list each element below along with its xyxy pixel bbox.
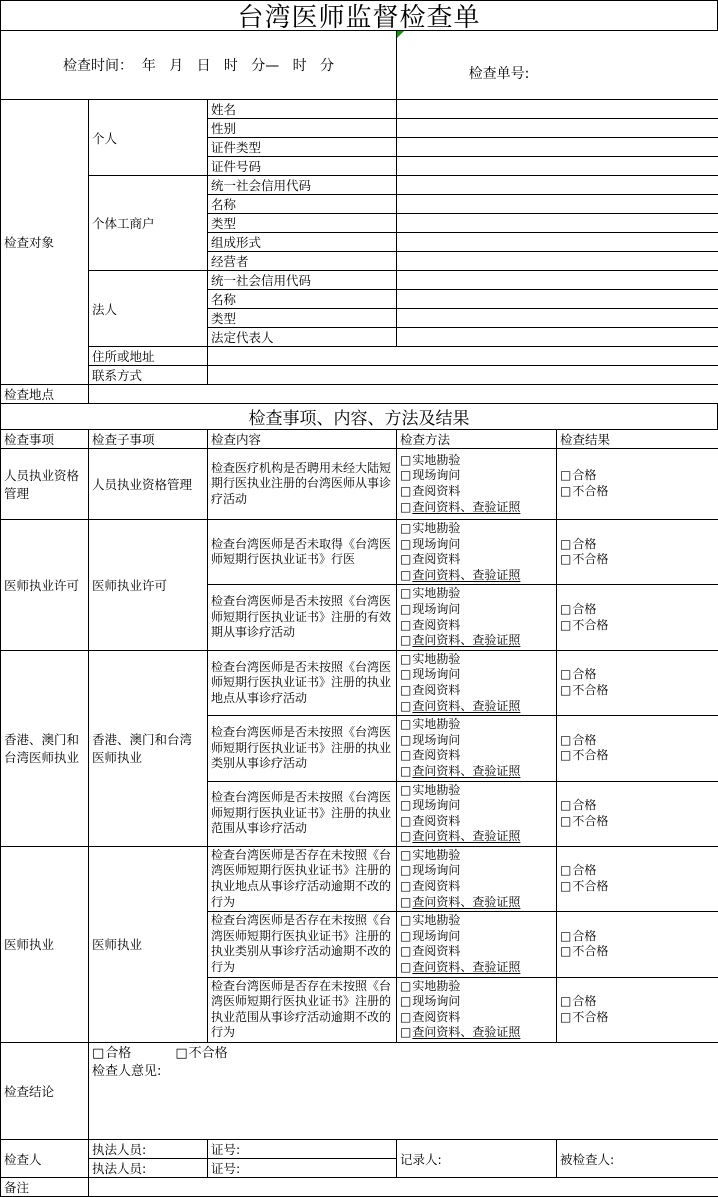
checkbox-icon[interactable]: □ xyxy=(400,468,411,482)
field-label-contact: 联系方式 xyxy=(89,366,208,385)
result-option[interactable] xyxy=(560,1010,715,1026)
field-label: 类型 xyxy=(208,309,397,328)
checkbox-icon[interactable]: □ xyxy=(400,913,411,927)
section-title: 检查事项、内容、方法及结果 xyxy=(0,403,718,430)
method-option[interactable] xyxy=(400,848,553,864)
checkbox-icon[interactable]: □ xyxy=(400,960,411,974)
group-label-sole-proprietor: 个体工商户 xyxy=(89,176,208,271)
result-option[interactable] xyxy=(560,994,715,1010)
checkbox-icon[interactable]: □ xyxy=(560,994,571,1008)
subitem-label: 医师执业许可 xyxy=(89,520,208,651)
option-label: 实地勘验 xyxy=(412,717,460,731)
option-label: 实地勘验 xyxy=(412,521,460,535)
result-option[interactable] xyxy=(560,667,715,683)
checkbox-icon[interactable]: □ xyxy=(560,468,571,482)
option-label: 查问资料、查验证照 xyxy=(412,764,520,778)
checkbox-icon[interactable]: □ xyxy=(92,1046,104,1061)
result-option[interactable] xyxy=(560,863,715,879)
method-option[interactable] xyxy=(400,602,553,618)
inspector-opinion-label: 检查人意见: xyxy=(92,1063,715,1081)
field-value-input[interactable] xyxy=(397,138,718,157)
option-label: 查问资料、查验证照 xyxy=(412,895,520,909)
subitem-label: 香港、澳门和台湾医师执业 xyxy=(89,650,208,846)
checkbox-icon[interactable]: □ xyxy=(400,633,411,647)
inspectors-label: 检查人 xyxy=(1,1140,89,1178)
option-label: 不合格 xyxy=(572,552,608,566)
option-label: 现场询问 xyxy=(412,929,460,943)
field-value-input[interactable] xyxy=(397,271,718,290)
result-checklist xyxy=(557,781,718,846)
result-option[interactable] xyxy=(560,733,715,749)
method-checklist xyxy=(397,912,557,977)
field-label-address: 住所或地址 xyxy=(89,347,208,366)
checkbox-icon[interactable]: □ xyxy=(560,798,571,812)
checkbox-icon[interactable]: □ xyxy=(560,537,571,551)
method-option[interactable] xyxy=(400,733,553,749)
item-label: 香港、澳门和台湾医师执业 xyxy=(1,650,89,846)
group-label-legal-person: 法人 xyxy=(89,271,208,347)
checkbox-icon[interactable]: □ xyxy=(400,521,411,535)
checkbox-icon[interactable]: □ xyxy=(400,1010,411,1024)
method-option[interactable] xyxy=(400,929,553,945)
option-label: 不合格 xyxy=(572,879,608,893)
field-label: 姓名 xyxy=(208,100,397,119)
option-label: 现场询问 xyxy=(412,537,460,551)
method-option[interactable] xyxy=(400,1025,553,1041)
option-label: 合格 xyxy=(572,863,596,877)
inspected-person-field[interactable]: 被检查人: xyxy=(557,1140,718,1178)
field-value-input[interactable] xyxy=(397,328,718,347)
inspection-content: 检查台湾医师是否未按照《台湾医师短期行医执业证书》注册的执业类别从事诊疗活动 xyxy=(208,716,397,781)
checkbox-icon[interactable]: □ xyxy=(560,484,571,498)
option-label: 现场询问 xyxy=(412,667,460,681)
checkbox-icon[interactable]: □ xyxy=(560,944,571,958)
method-option[interactable] xyxy=(400,667,553,683)
inspection-row xyxy=(1,520,718,585)
field-label: 法定代表人 xyxy=(208,328,397,347)
inspection-content: 检查台湾医师是否存在未按照《台湾医师短期行医执业证书》注册的执业地点从事诊疗活动逾期不改的行为 xyxy=(208,846,397,911)
result-option[interactable] xyxy=(560,798,715,814)
field-value-input[interactable] xyxy=(397,252,718,271)
inspection-content: 检查台湾医师是否未按照《台湾医师短期行医执业证书》注册的有效期从事诊疗活动 xyxy=(208,585,397,650)
field-value-input[interactable] xyxy=(397,100,718,119)
inspection-content: 检查台湾医师是否未取得《台湾医师短期行医执业证书》行医 xyxy=(208,520,397,585)
method-option[interactable] xyxy=(400,764,553,780)
field-value-input[interactable] xyxy=(397,176,718,195)
checkbox-icon[interactable]: □ xyxy=(560,667,571,681)
option-label: 查问资料、查验证照 xyxy=(412,829,520,843)
result-checklist xyxy=(557,846,718,911)
checkbox-icon[interactable]: □ xyxy=(400,814,411,828)
result-checklist xyxy=(557,912,718,977)
method-option[interactable] xyxy=(400,453,553,469)
field-label: 类型 xyxy=(208,214,397,233)
field-label: 经营者 xyxy=(208,252,397,271)
inspection-content: 检查台湾医师是否存在未按照《台湾医师短期行医执业证书》注册的执业范围从事诊疗活动逾期不改的行为 xyxy=(208,977,397,1042)
option-label: 现场询问 xyxy=(412,733,460,747)
cell-flag-icon xyxy=(397,31,404,38)
col-header-method: 检查方法 xyxy=(397,430,557,449)
option-label: 查问资料、查验证照 xyxy=(412,960,520,974)
field-label: 统一社会信用代码 xyxy=(208,271,397,290)
option-label: 不合格 xyxy=(189,1046,228,1061)
method-option[interactable] xyxy=(400,484,553,500)
result-checklist xyxy=(557,520,718,585)
col-header-result: 检查结果 xyxy=(557,430,718,449)
option-label: 合格 xyxy=(572,798,596,812)
method-option[interactable] xyxy=(400,913,553,929)
checkbox-icon[interactable]: □ xyxy=(400,683,411,697)
option-label: 实地勘验 xyxy=(412,586,460,600)
conclusion-body[interactable] xyxy=(89,1043,718,1140)
method-option[interactable] xyxy=(400,798,553,814)
subitem-label: 医师执业 xyxy=(89,846,208,1042)
inspection-content: 检查台湾医师是否未按照《台湾医师短期行医执业证书》注册的执业范围从事诊疗活动 xyxy=(208,781,397,846)
option-label: 查阅资料 xyxy=(412,944,460,958)
option-label: 实地勘验 xyxy=(412,848,460,862)
checkbox-icon[interactable]: □ xyxy=(560,814,571,828)
field-value-input[interactable] xyxy=(397,214,718,233)
method-checklist xyxy=(397,781,557,846)
result-option[interactable] xyxy=(560,484,715,500)
method-checklist xyxy=(397,449,557,520)
method-option[interactable] xyxy=(400,994,553,1010)
result-checklist xyxy=(557,977,718,1042)
result-option[interactable] xyxy=(560,879,715,895)
option-label: 查问资料、查验证照 xyxy=(412,633,520,647)
field-label: 统一社会信用代码 xyxy=(208,176,397,195)
checkbox-icon[interactable]: □ xyxy=(400,733,411,747)
method-option[interactable] xyxy=(400,568,553,584)
option-label: 合格 xyxy=(105,1046,131,1061)
checkbox-icon[interactable]: □ xyxy=(400,944,411,958)
method-option[interactable] xyxy=(400,1010,553,1026)
checkbox-icon[interactable]: □ xyxy=(560,748,571,762)
field-value-input[interactable] xyxy=(397,290,718,309)
checkbox-icon[interactable]: □ xyxy=(400,829,411,843)
result-checklist xyxy=(557,650,718,715)
method-option[interactable] xyxy=(400,979,553,995)
method-option[interactable] xyxy=(400,618,553,634)
form-number-label: 检查单号: xyxy=(469,66,530,82)
checkbox-icon[interactable]: □ xyxy=(560,602,571,616)
field-value-input[interactable] xyxy=(397,119,718,138)
method-option[interactable] xyxy=(400,783,553,799)
field-label: 性别 xyxy=(208,119,397,138)
checkbox-icon[interactable]: □ xyxy=(400,717,411,731)
option-label: 查问资料、查验证照 xyxy=(412,568,520,582)
inspection-content: 检查台湾医师是否存在未按照《台湾医师短期行医执业证书》注册的执业类别从事诊疗活动逾期不改的行为 xyxy=(208,912,397,977)
option-label: 现场询问 xyxy=(412,798,460,812)
option-label: 合格 xyxy=(572,929,596,943)
checkbox-icon[interactable]: □ xyxy=(400,552,411,566)
method-checklist xyxy=(397,977,557,1042)
option-label: 合格 xyxy=(572,602,596,616)
field-value-input[interactable] xyxy=(397,309,718,328)
field-value-input[interactable] xyxy=(397,157,718,176)
method-option[interactable] xyxy=(400,829,553,845)
subitem-label: 人员执业资格管理 xyxy=(89,449,208,520)
option-label: 不合格 xyxy=(572,618,608,632)
checkbox-icon[interactable]: □ xyxy=(400,537,411,551)
method-option[interactable] xyxy=(400,537,553,553)
result-option[interactable] xyxy=(560,602,715,618)
option-label: 合格 xyxy=(572,537,596,551)
option-label: 实地勘验 xyxy=(412,453,460,467)
cert-number-field[interactable]: 证号: xyxy=(208,1140,397,1159)
option-label: 查阅资料 xyxy=(412,552,460,566)
inspection-content: 检查台湾医师是否未按照《台湾医师短期行医执业证书》注册的执业地点从事诊疗活动 xyxy=(208,650,397,715)
option-label: 现场询问 xyxy=(412,863,460,877)
checkbox-icon[interactable]: □ xyxy=(400,783,411,797)
conclusion-option[interactable] xyxy=(175,1045,227,1063)
method-option[interactable] xyxy=(400,960,553,976)
conclusion-checklist xyxy=(92,1045,715,1063)
option-label: 查阅资料 xyxy=(412,814,460,828)
checkbox-icon[interactable]: □ xyxy=(400,602,411,616)
option-label: 不合格 xyxy=(572,683,608,697)
checkbox-icon[interactable]: □ xyxy=(400,586,411,600)
option-label: 查问资料、查验证照 xyxy=(412,500,520,514)
field-label: 证件类型 xyxy=(208,138,397,157)
option-label: 查阅资料 xyxy=(412,1010,460,1024)
checkbox-icon[interactable]: □ xyxy=(400,895,411,909)
method-option[interactable] xyxy=(400,586,553,602)
result-checklist xyxy=(557,449,718,520)
option-label: 合格 xyxy=(572,468,596,482)
method-option[interactable] xyxy=(400,652,553,668)
result-option[interactable] xyxy=(560,944,715,960)
remarks-section xyxy=(0,1177,718,1197)
checkbox-icon[interactable]: □ xyxy=(400,568,411,582)
option-label: 不合格 xyxy=(572,814,608,828)
method-checklist xyxy=(397,846,557,911)
checkbox-icon[interactable]: □ xyxy=(400,1025,411,1039)
option-label: 现场询问 xyxy=(412,468,460,482)
subject-table xyxy=(0,99,718,404)
checkbox-icon[interactable]: □ xyxy=(400,453,411,467)
checkbox-icon[interactable]: □ xyxy=(560,929,571,943)
option-label: 查问资料、查验证照 xyxy=(412,1025,520,1039)
remarks-label: 备注 xyxy=(1,1178,89,1197)
checkbox-icon[interactable]: □ xyxy=(400,979,411,993)
subject-label: 检查对象 xyxy=(1,100,89,385)
checkbox-icon[interactable]: □ xyxy=(400,484,411,498)
result-option[interactable] xyxy=(560,748,715,764)
method-option[interactable] xyxy=(400,500,553,516)
method-option[interactable] xyxy=(400,863,553,879)
inspectors-section xyxy=(0,1139,718,1178)
option-label: 查阅资料 xyxy=(412,618,460,632)
checkbox-icon[interactable]: □ xyxy=(400,618,411,632)
group-label-individual: 个人 xyxy=(89,100,208,176)
result-option[interactable] xyxy=(560,537,715,553)
item-label: 人员执业资格管理 xyxy=(1,449,89,520)
result-option[interactable] xyxy=(560,683,715,699)
inspection-row xyxy=(1,650,718,715)
option-label: 不合格 xyxy=(572,484,608,498)
location-label: 检查地点 xyxy=(1,385,89,404)
col-header-content: 检查内容 xyxy=(208,430,397,449)
checkbox-icon[interactable]: □ xyxy=(400,667,411,681)
checkbox-icon[interactable]: □ xyxy=(400,994,411,1008)
officer-field[interactable]: 执法人员: xyxy=(89,1159,208,1178)
checkbox-icon[interactable]: □ xyxy=(400,652,411,666)
col-header-subitem: 检查子事项 xyxy=(89,430,208,449)
inspection-table xyxy=(0,429,718,1043)
option-label: 实地勘验 xyxy=(412,913,460,927)
item-label: 医师执业 xyxy=(1,846,89,1042)
location-value-input[interactable] xyxy=(89,385,718,404)
conclusion-option[interactable] xyxy=(92,1045,131,1063)
option-label: 不合格 xyxy=(572,1010,608,1024)
checkbox-icon[interactable]: □ xyxy=(560,863,571,877)
result-option[interactable] xyxy=(560,468,715,484)
checkbox-icon[interactable]: □ xyxy=(400,848,411,862)
method-option[interactable] xyxy=(400,879,553,895)
recorder-field[interactable]: 记录人: xyxy=(397,1140,557,1178)
result-option[interactable] xyxy=(560,929,715,945)
checkbox-icon[interactable]: □ xyxy=(400,863,411,877)
inspection-row xyxy=(1,449,718,520)
option-label: 查阅资料 xyxy=(412,683,460,697)
checkbox-icon[interactable]: □ xyxy=(400,500,411,514)
address-value-input[interactable] xyxy=(208,347,718,366)
method-option[interactable] xyxy=(400,944,553,960)
checkbox-icon[interactable]: □ xyxy=(400,764,411,778)
time-row xyxy=(0,30,718,100)
option-label: 实地勘验 xyxy=(412,979,460,993)
checkbox-icon[interactable]: □ xyxy=(560,879,571,893)
option-label: 查阅资料 xyxy=(412,484,460,498)
method-checklist xyxy=(397,716,557,781)
option-label: 合格 xyxy=(572,733,596,747)
method-option[interactable] xyxy=(400,552,553,568)
option-label: 不合格 xyxy=(572,944,608,958)
option-label: 现场询问 xyxy=(412,602,460,616)
option-label: 合格 xyxy=(572,667,596,681)
result-checklist xyxy=(557,585,718,650)
form-number-field[interactable] xyxy=(397,31,718,100)
method-option[interactable] xyxy=(400,521,553,537)
field-value-input[interactable] xyxy=(397,195,718,214)
conclusion-section xyxy=(0,1042,718,1140)
option-label: 查问资料、查验证照 xyxy=(412,699,520,713)
option-label: 查阅资料 xyxy=(412,748,460,762)
checkbox-icon[interactable]: □ xyxy=(400,879,411,893)
checkbox-icon[interactable]: □ xyxy=(400,699,411,713)
field-value-input[interactable] xyxy=(397,233,718,252)
method-option[interactable] xyxy=(400,895,553,911)
checkbox-icon[interactable]: □ xyxy=(400,929,411,943)
inspection-row xyxy=(1,846,718,911)
method-option[interactable] xyxy=(400,633,553,649)
method-checklist xyxy=(397,520,557,585)
contact-value-input[interactable] xyxy=(208,366,718,385)
method-option[interactable] xyxy=(400,699,553,715)
method-option[interactable] xyxy=(400,748,553,764)
field-label: 名称 xyxy=(208,195,397,214)
result-option[interactable] xyxy=(560,814,715,830)
method-checklist xyxy=(397,585,557,650)
checkbox-icon[interactable]: □ xyxy=(560,1010,571,1024)
officer-field[interactable]: 执法人员: xyxy=(89,1140,208,1159)
checkbox-icon[interactable]: □ xyxy=(560,733,571,747)
checkbox-icon[interactable]: □ xyxy=(560,683,571,697)
result-checklist xyxy=(557,716,718,781)
method-option[interactable] xyxy=(400,717,553,733)
option-label: 合格 xyxy=(572,994,596,1008)
item-label: 医师执业许可 xyxy=(1,520,89,651)
field-label: 名称 xyxy=(208,290,397,309)
field-label: 证件号码 xyxy=(208,157,397,176)
field-label: 组成形式 xyxy=(208,233,397,252)
option-label: 实地勘验 xyxy=(412,652,460,666)
method-option[interactable] xyxy=(400,468,553,484)
method-option[interactable] xyxy=(400,814,553,830)
result-option[interactable] xyxy=(560,552,715,568)
method-checklist xyxy=(397,650,557,715)
inspection-time-field[interactable]: 检查时间： 年 月 日 时 分— 时 分 xyxy=(1,31,397,100)
option-label: 查阅资料 xyxy=(412,879,460,893)
method-option[interactable] xyxy=(400,683,553,699)
checkbox-icon[interactable]: □ xyxy=(400,748,411,762)
cert-number-field[interactable]: 证号: xyxy=(208,1159,397,1178)
checkbox-icon[interactable]: □ xyxy=(560,552,571,566)
col-header-item: 检查事项 xyxy=(1,430,89,449)
inspection-content: 检查医疗机构是否聘用未经大陆短期行医执业注册的台湾医师从事诊疗活动 xyxy=(208,449,397,520)
option-label: 不合格 xyxy=(572,748,608,762)
checkbox-icon[interactable]: □ xyxy=(175,1046,187,1061)
checkbox-icon[interactable]: □ xyxy=(400,798,411,812)
option-label: 现场询问 xyxy=(412,994,460,1008)
remarks-value-input[interactable] xyxy=(89,1178,718,1197)
conclusion-label: 检查结论 xyxy=(1,1043,89,1140)
form-title: 台湾医师监督检查单 xyxy=(0,0,718,31)
result-option[interactable] xyxy=(560,618,715,634)
checkbox-icon[interactable]: □ xyxy=(560,618,571,632)
option-label: 实地勘验 xyxy=(412,783,460,797)
